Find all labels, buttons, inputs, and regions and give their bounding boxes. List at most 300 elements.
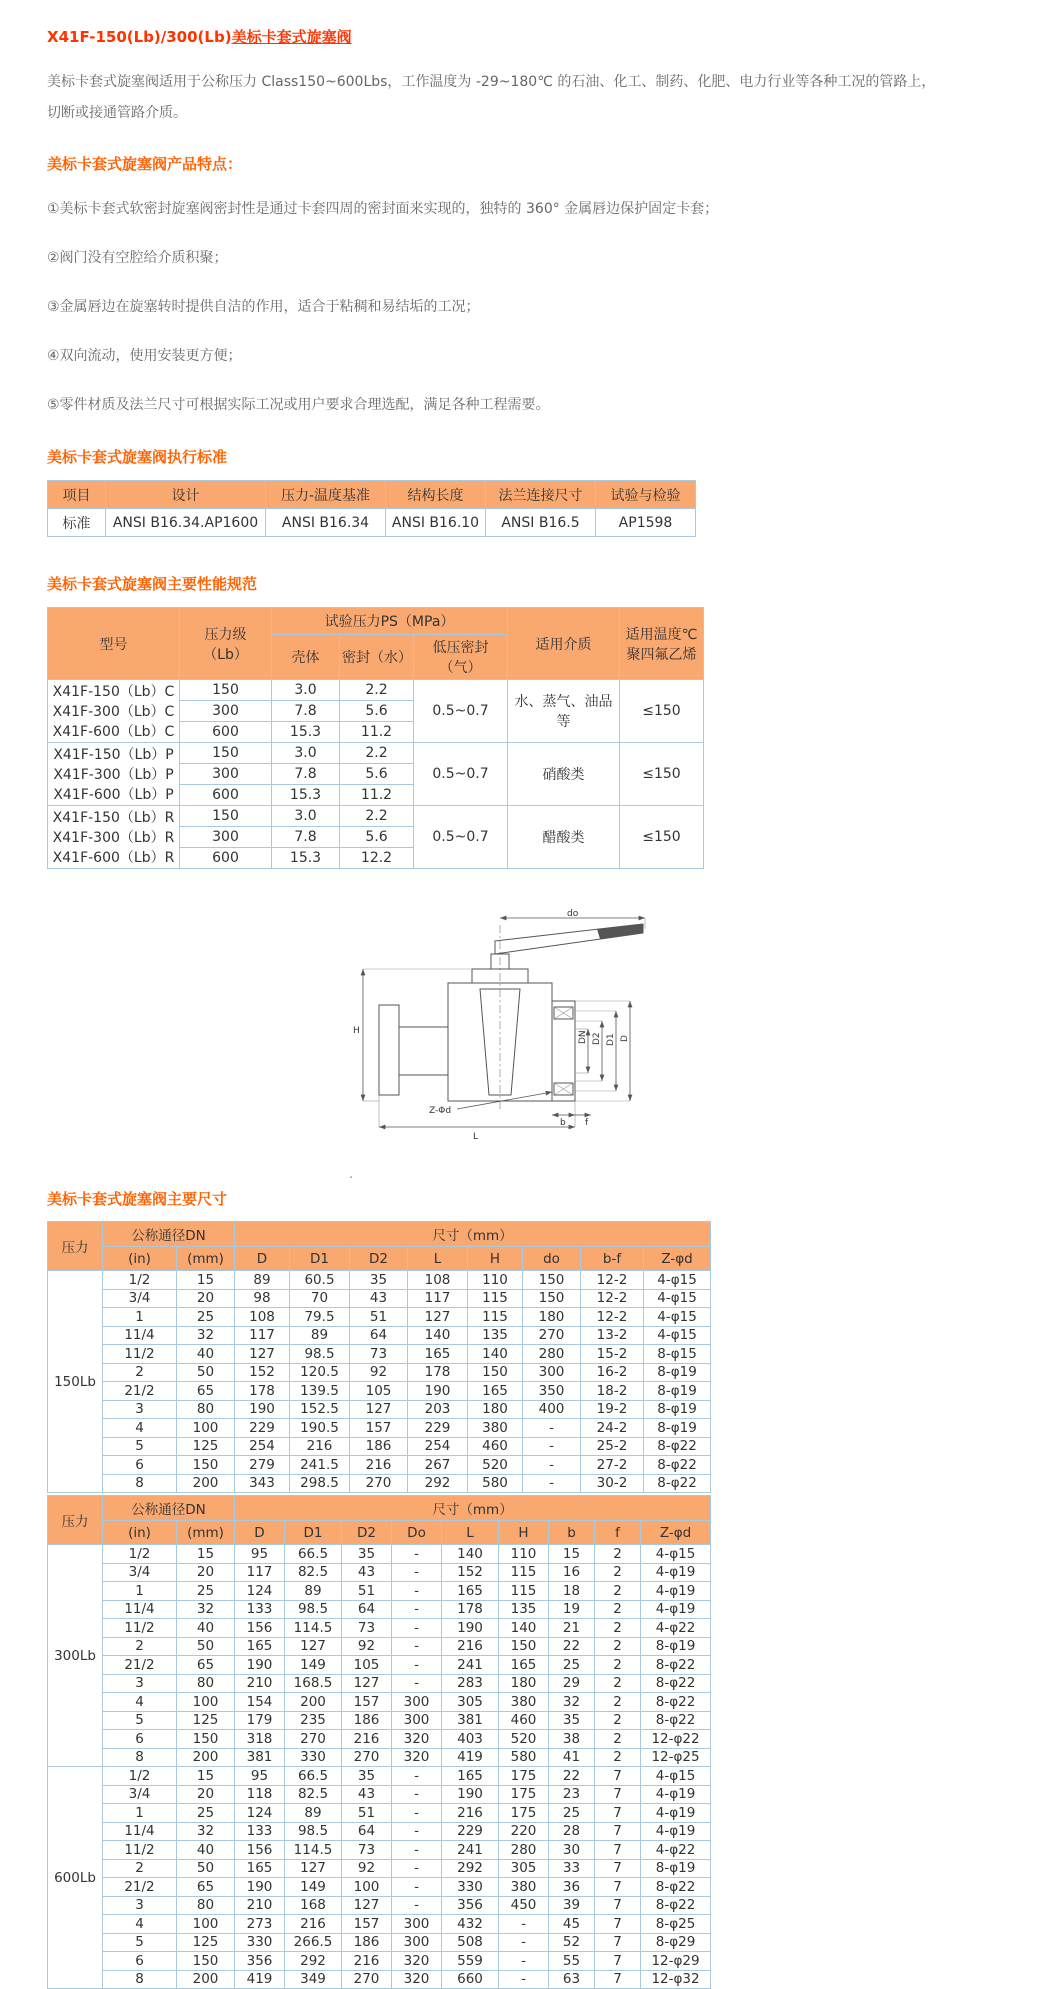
dim-value-cell: 216 <box>290 1437 350 1456</box>
dim-value-cell: 8 <box>103 1970 177 1989</box>
dim-value-cell: 73 <box>342 1841 392 1860</box>
dim-value-cell: 279 <box>235 1456 290 1475</box>
dim-subheader: Z-φd <box>644 1247 711 1271</box>
perf-model-cell: X41F-150（Lb）R X41F-300（Lb）R X41F-600（Lb）R <box>48 806 180 869</box>
dim-value-cell: 22 <box>549 1637 595 1656</box>
dim-value-cell: 8-φ22 <box>644 1474 711 1493</box>
dim-value-cell: 11/2 <box>103 1841 177 1860</box>
dim-value-cell: 8 <box>103 1748 177 1767</box>
dim-value-cell: 210 <box>235 1674 285 1693</box>
table-row <box>48 509 696 537</box>
perf-value-cell: 600 <box>180 848 272 869</box>
dim-value-cell: 33 <box>549 1859 595 1878</box>
perf-value-cell: 7.8 <box>272 764 340 785</box>
dim-value-cell: 89 <box>235 1271 290 1290</box>
dim-value-cell: 267 <box>408 1456 468 1475</box>
dim-value-cell: 8-φ25 <box>641 1915 711 1934</box>
dim-value-cell: 580 <box>468 1474 523 1493</box>
perf-value-cell: 300 <box>180 827 272 848</box>
dim-value-cell: 7 <box>595 1804 641 1823</box>
dim-value-cell: 50 <box>177 1363 235 1382</box>
dim-value-cell: 25 <box>177 1308 235 1327</box>
dim-value-cell: 203 <box>408 1400 468 1419</box>
table-row <box>48 1711 711 1730</box>
dim-value-cell: 139.5 <box>290 1382 350 1401</box>
left-flange <box>379 1005 399 1095</box>
product-link[interactable]: 美标卡套式旋塞阀 <box>231 28 352 46</box>
dim-value-cell: 51 <box>342 1582 392 1601</box>
dim-d1-label: D1 <box>606 1033 616 1046</box>
dim-value-cell: 3/4 <box>103 1785 177 1804</box>
perf-value-cell: 600 <box>180 785 272 806</box>
dim-value-cell: 25 <box>177 1804 235 1823</box>
dim-value-cell: 15 <box>549 1545 595 1564</box>
dim-value-cell: 7 <box>595 1952 641 1971</box>
dim-value-cell: 7 <box>595 1822 641 1841</box>
dim-subheader: D1 <box>285 1521 342 1545</box>
perf-value-cell: 2.2 <box>340 743 414 764</box>
dim-value-cell: 292 <box>408 1474 468 1493</box>
dim-value-cell: 6 <box>103 1456 177 1475</box>
dim-value-cell: 330 <box>442 1878 499 1897</box>
dim-value-cell: 7 <box>595 1878 641 1897</box>
table-row <box>48 1656 711 1675</box>
dim-value-cell: 92 <box>342 1637 392 1656</box>
perf-value-cell: 150 <box>180 743 272 764</box>
dim-value-cell: 19-2 <box>581 1400 644 1419</box>
dim-value-cell: 135 <box>468 1326 523 1345</box>
dim-value-cell: 200 <box>177 1474 235 1493</box>
dim-value-cell: 64 <box>342 1822 392 1841</box>
dim-value-cell: 80 <box>177 1400 235 1419</box>
dim-value-cell: 3 <box>103 1896 177 1915</box>
dim-value-cell: 460 <box>499 1711 549 1730</box>
dim-value-cell: 432 <box>442 1915 499 1934</box>
dim-value-cell: 11/4 <box>103 1326 177 1345</box>
dim-value-cell: 95 <box>235 1767 285 1786</box>
dim-value-cell: 165 <box>442 1767 499 1786</box>
perf-value-cell: 11.2 <box>340 722 414 743</box>
dim-value-cell: 157 <box>342 1693 392 1712</box>
dim-value-cell: 25-2 <box>581 1437 644 1456</box>
dim-value-cell: 300 <box>392 1915 442 1934</box>
dim-value-cell: - <box>392 1674 442 1693</box>
table-row <box>48 1674 711 1693</box>
dim-value-cell: 280 <box>499 1841 549 1860</box>
stray-dot: . <box>349 1167 354 1182</box>
dimensions-table-150lb <box>47 1221 711 1493</box>
dim-value-cell: 400 <box>523 1400 581 1419</box>
standards-header: 项目 <box>48 481 106 509</box>
table-row <box>48 1841 711 1860</box>
dim-dn-label: DN <box>578 1030 588 1044</box>
dim-value-cell: 40 <box>177 1345 235 1364</box>
dim-value-cell: 8-φ22 <box>641 1674 711 1693</box>
dim-value-cell: 156 <box>235 1841 285 1860</box>
dim-value-cell: 140 <box>442 1545 499 1564</box>
dim-value-cell: 98.5 <box>285 1600 342 1619</box>
dim-value-cell: 165 <box>499 1656 549 1675</box>
dim-value-cell: 4-φ15 <box>644 1308 711 1327</box>
perf-value-cell: 3.0 <box>272 806 340 827</box>
dim-value-cell: 235 <box>285 1711 342 1730</box>
dim-value-cell: 40 <box>177 1841 235 1860</box>
dim-value-cell: 25 <box>549 1656 595 1675</box>
dim-value-cell: 117 <box>235 1326 290 1345</box>
dim150-body <box>48 1222 711 1493</box>
perf-value-cell: 2.2 <box>340 806 414 827</box>
dim-value-cell: 150 <box>177 1952 235 1971</box>
dim-value-cell: 8-φ19 <box>644 1382 711 1401</box>
perf-medium-cell: 水、蒸气、油品等 <box>508 680 620 743</box>
dim-value-cell: 2 <box>103 1637 177 1656</box>
dim-value-cell: 35 <box>342 1545 392 1564</box>
dim-value-cell: 27-2 <box>581 1456 644 1475</box>
dim-value-cell: - <box>392 1600 442 1619</box>
perf-value-cell: 5.6 <box>340 827 414 848</box>
dim-value-cell: 175 <box>499 1785 549 1804</box>
dim-value-cell: 21 <box>549 1619 595 1638</box>
dim-value-cell: 65 <box>177 1656 235 1675</box>
table-row <box>48 1952 711 1971</box>
table-row <box>48 1345 711 1364</box>
table-row <box>48 1933 711 1952</box>
dim-value-cell: 2 <box>103 1859 177 1878</box>
dim-value-cell: 125 <box>177 1437 235 1456</box>
dim-value-cell: 229 <box>408 1419 468 1438</box>
perf-header-testgroup: 试验压力PS（MPa） <box>272 608 508 635</box>
dim-value-cell: 356 <box>442 1896 499 1915</box>
dim-value-cell: 127 <box>350 1400 408 1419</box>
table-row <box>48 1878 711 1897</box>
dim-value-cell: 28 <box>549 1822 595 1841</box>
dim-value-cell: 29 <box>549 1674 595 1693</box>
dim-value-cell: 25 <box>549 1804 595 1823</box>
dim-value-cell: 24-2 <box>581 1419 644 1438</box>
dim-subheader: (in) <box>103 1521 177 1545</box>
dim-value-cell: 190 <box>408 1382 468 1401</box>
dim-value-cell: 12-φ32 <box>641 1970 711 1989</box>
dim-value-cell: 6 <box>103 1952 177 1971</box>
dim-value-cell: 66.5 <box>285 1767 342 1786</box>
dim-value-cell: 98.5 <box>285 1822 342 1841</box>
dim-value-cell: 156 <box>235 1619 285 1638</box>
dim-value-cell: 82.5 <box>285 1785 342 1804</box>
dim-value-cell: 127 <box>235 1345 290 1364</box>
dim-value-cell: 4-φ19 <box>641 1822 711 1841</box>
dim-value-cell: 100 <box>177 1915 235 1934</box>
dim-value-cell: 283 <box>442 1674 499 1693</box>
dim-value-cell: 154 <box>235 1693 285 1712</box>
perf-temp-cell: ≤150 <box>620 680 704 743</box>
dim-value-cell: 266.5 <box>285 1933 342 1952</box>
dimension-tables <box>47 1221 1007 1989</box>
table-row <box>48 1859 711 1878</box>
performance-heading: 美标卡套式旋塞阀主要性能规范 <box>47 575 258 593</box>
dim-value-cell: 149 <box>285 1656 342 1675</box>
dim-value-cell: 64 <box>342 1600 392 1619</box>
standards-table <box>47 480 696 537</box>
table-row <box>48 1730 711 1749</box>
dim-value-cell: 241 <box>442 1656 499 1675</box>
dim-value-cell: - <box>392 1785 442 1804</box>
perf-value-cell: 2.2 <box>340 680 414 701</box>
dim-value-cell: 270 <box>342 1748 392 1767</box>
dim-value-cell: 135 <box>499 1600 549 1619</box>
dim-value-cell: 1/2 <box>103 1767 177 1786</box>
dim-value-cell: 186 <box>350 1437 408 1456</box>
dim-value-cell: - <box>499 1915 549 1934</box>
dim-value-cell: 115 <box>468 1308 523 1327</box>
dim-value-cell: 8-φ19 <box>641 1859 711 1878</box>
dim-value-cell: 80 <box>177 1896 235 1915</box>
dim-value-cell: 305 <box>499 1859 549 1878</box>
perf-value-cell: 150 <box>180 680 272 701</box>
dim-value-cell: 5 <box>103 1437 177 1456</box>
dim-value-cell: 114.5 <box>285 1619 342 1638</box>
dim-value-cell: 216 <box>350 1456 408 1475</box>
dim-value-cell: 660 <box>442 1970 499 1989</box>
dim-value-cell: 180 <box>499 1674 549 1693</box>
dim-value-cell: 216 <box>342 1730 392 1749</box>
dim-value-cell: 273 <box>235 1915 285 1934</box>
feature-item: ④双向流动，使用安装更方便； <box>47 348 242 364</box>
dim-value-cell: 8-φ22 <box>641 1878 711 1897</box>
perf-model-cell: X41F-150（Lb）C X41F-300（Lb）C X41F-600（Lb）C <box>48 680 180 743</box>
dim-value-cell: 1 <box>103 1582 177 1601</box>
dim-value-cell: - <box>392 1859 442 1878</box>
dim-value-cell: 200 <box>285 1693 342 1712</box>
dim-value-cell: 50 <box>177 1637 235 1656</box>
perf-header-model: 型号 <box>48 608 180 680</box>
dim-value-cell: 89 <box>285 1582 342 1601</box>
dim-value-cell: 343 <box>235 1474 290 1493</box>
dim-value-cell: 16 <box>549 1563 595 1582</box>
dim-value-cell: 320 <box>392 1970 442 1989</box>
table-row <box>48 1693 711 1712</box>
page-title <box>47 26 1007 47</box>
dim-value-cell: 4-φ19 <box>641 1600 711 1619</box>
dim-value-cell: 190 <box>235 1400 290 1419</box>
table-row <box>48 1289 711 1308</box>
dim-value-cell: 20 <box>177 1563 235 1582</box>
perf-value-cell: 300 <box>180 764 272 785</box>
dim-value-cell: 190 <box>235 1656 285 1675</box>
dim-value-cell: 12-2 <box>581 1289 644 1308</box>
table-row <box>48 1222 711 1247</box>
perf-value-cell: 3.0 <box>272 680 340 701</box>
dim-value-cell: 2 <box>595 1693 641 1712</box>
table-row <box>48 1804 711 1823</box>
dim-value-cell: 4 <box>103 1419 177 1438</box>
dim-value-cell: 11/4 <box>103 1600 177 1619</box>
dim-header-dn: 公称通径DN <box>103 1496 235 1521</box>
dim-value-cell: 98 <box>235 1289 290 1308</box>
dim-value-cell: 520 <box>468 1456 523 1475</box>
table-row <box>48 1785 711 1804</box>
dim-value-cell: 133 <box>235 1822 285 1841</box>
dim-value-cell: 8-φ22 <box>644 1437 711 1456</box>
dim-header-pressure: 压力 <box>48 1222 103 1271</box>
dim-value-cell: 1/2 <box>103 1545 177 1564</box>
dim-value-cell: 19 <box>549 1600 595 1619</box>
dim-value-cell: 105 <box>350 1382 408 1401</box>
dim-value-cell: 320 <box>392 1730 442 1749</box>
dim-value-cell: 2 <box>595 1619 641 1638</box>
dim-value-cell: 300 <box>392 1693 442 1712</box>
feature-item: ①美标卡套式软密封旋塞阀密封性是通过卡套四周的密封面来实现的，独特的 360° 金属唇边保护固定卡套； <box>47 201 719 217</box>
dim-value-cell: 73 <box>342 1619 392 1638</box>
dim-value-cell: 350 <box>523 1382 581 1401</box>
dim-value-cell: 4 <box>103 1915 177 1934</box>
table-row <box>48 1382 711 1401</box>
dim-value-cell: 7 <box>595 1785 641 1804</box>
dim-do-label: do <box>567 909 579 919</box>
perf-lowseal-cell: 0.5~0.7 <box>414 743 508 806</box>
dim-value-cell: 330 <box>285 1748 342 1767</box>
dim-value-cell: 7 <box>595 1915 641 1934</box>
standards-header: 试验与检验 <box>596 481 696 509</box>
perf-value-cell: 300 <box>180 701 272 722</box>
dim-value-cell: 200 <box>177 1748 235 1767</box>
dim-value-cell: 403 <box>442 1730 499 1749</box>
standards-value: ANSI B16.34.AP1600 <box>106 509 266 537</box>
dim-value-cell: 292 <box>285 1952 342 1971</box>
dim-value-cell: 4-φ19 <box>641 1582 711 1601</box>
dim-value-cell: 95 <box>235 1545 285 1564</box>
dim-value-cell: 165 <box>235 1859 285 1878</box>
dim-subheader: b-f <box>581 1247 644 1271</box>
pressure-class-cell: 150Lb <box>48 1271 103 1493</box>
perf-value-cell: 12.2 <box>340 848 414 869</box>
dim-value-cell: 4-φ19 <box>641 1804 711 1823</box>
dim-value-cell: 20 <box>177 1289 235 1308</box>
dim-value-cell: 349 <box>285 1970 342 1989</box>
dim-value-cell: 580 <box>499 1748 549 1767</box>
dim-value-cell: 124 <box>235 1804 285 1823</box>
dim-value-cell: 165 <box>235 1637 285 1656</box>
dim-value-cell: 150 <box>523 1289 581 1308</box>
dim-value-cell: 210 <box>235 1896 285 1915</box>
dim-value-cell: 4-φ19 <box>641 1785 711 1804</box>
dim-value-cell: 8-φ22 <box>641 1711 711 1730</box>
dim-value-cell: 8-φ29 <box>641 1933 711 1952</box>
dim-value-cell: 108 <box>408 1271 468 1290</box>
dim-subheader: Do <box>392 1521 442 1545</box>
dim-value-cell: 12-φ22 <box>641 1730 711 1749</box>
right-flange <box>552 1001 575 1101</box>
dim-subheader: D2 <box>350 1247 408 1271</box>
table-row <box>48 1419 711 1438</box>
dim-subheader: Z-φd <box>641 1521 711 1545</box>
table-row <box>48 680 704 701</box>
dim-value-cell: 98.5 <box>290 1345 350 1364</box>
dim-value-cell: 25 <box>177 1582 235 1601</box>
dim-value-cell: 6 <box>103 1730 177 1749</box>
perf-header-seal-water: 密封（水） <box>340 635 414 680</box>
dim-value-cell: 18-2 <box>581 1382 644 1401</box>
table-row <box>48 806 704 827</box>
dim-value-cell: - <box>499 1952 549 1971</box>
dim-value-cell: 7 <box>595 1859 641 1878</box>
dim-value-cell: 12-2 <box>581 1271 644 1290</box>
table-row <box>48 1308 711 1327</box>
pressure-class-cell: 600Lb <box>48 1767 103 1989</box>
perf-header-pressure: 压力级 （Lb） <box>180 608 272 680</box>
dim-value-cell: 36 <box>549 1878 595 1897</box>
dim-value-cell: 20 <box>177 1785 235 1804</box>
dim-value-cell: 4 <box>103 1693 177 1712</box>
perf-value-cell: 7.8 <box>272 701 340 722</box>
dim-value-cell: 7 <box>595 1767 641 1786</box>
dim-value-cell: 11/2 <box>103 1619 177 1638</box>
dim-value-cell: 117 <box>408 1289 468 1308</box>
dim-value-cell: 89 <box>290 1326 350 1345</box>
dim-value-cell: - <box>523 1419 581 1438</box>
table-row <box>48 1915 711 1934</box>
dim-value-cell: 300 <box>392 1933 442 1952</box>
dim-value-cell: 21/2 <box>103 1878 177 1897</box>
dim-value-cell: 229 <box>442 1822 499 1841</box>
dim-value-cell: 70 <box>290 1289 350 1308</box>
dim-value-cell: 32 <box>177 1600 235 1619</box>
table-row <box>48 1271 711 1290</box>
dim-value-cell: 229 <box>235 1419 290 1438</box>
dim-value-cell: 292 <box>442 1859 499 1878</box>
table-row <box>48 1970 711 1989</box>
perf-temp-cell: ≤150 <box>620 806 704 869</box>
dim-value-cell: 65 <box>177 1382 235 1401</box>
dim-value-cell: 2 <box>595 1730 641 1749</box>
dim-d2-label: D2 <box>592 1032 602 1045</box>
dim-value-cell: 150 <box>523 1271 581 1290</box>
dim-value-cell: - <box>499 1970 549 1989</box>
dim-value-cell: 4-φ22 <box>641 1619 711 1638</box>
dim-value-cell: 168.5 <box>285 1674 342 1693</box>
dim-l-label: L <box>473 1132 479 1142</box>
standards-header: 法兰连接尺寸 <box>486 481 596 509</box>
dim-value-cell: 16-2 <box>581 1363 644 1382</box>
dim-value-cell: - <box>392 1563 442 1582</box>
dim-value-cell: 45 <box>549 1915 595 1934</box>
dim-value-cell: 149 <box>285 1878 342 1897</box>
standards-header: 压力-温度基准 <box>266 481 386 509</box>
dim-value-cell: 11/4 <box>103 1822 177 1841</box>
dim-subheader: L <box>442 1521 499 1545</box>
standards-value: 标准 <box>48 509 106 537</box>
dim-value-cell: 118 <box>235 1785 285 1804</box>
perf-value-cell: 11.2 <box>340 785 414 806</box>
table-row <box>48 1400 711 1419</box>
dim-value-cell: 110 <box>499 1545 549 1564</box>
dim-value-cell: - <box>499 1933 549 1952</box>
dim-value-cell: 270 <box>350 1474 408 1493</box>
dim-value-cell: 150 <box>177 1456 235 1475</box>
dim-value-cell: 30-2 <box>581 1474 644 1493</box>
dim-value-cell: 270 <box>342 1970 392 1989</box>
table-row <box>48 1767 711 1786</box>
dim-value-cell: 127 <box>408 1308 468 1327</box>
dim-value-cell: 2 <box>595 1674 641 1693</box>
perf-value-cell: 15.3 <box>272 848 340 869</box>
dim-subheader: D <box>235 1521 285 1545</box>
table-row <box>48 1637 711 1656</box>
dim-header-size: 尺寸（mm） <box>235 1222 711 1247</box>
dim-value-cell: 35 <box>549 1711 595 1730</box>
dim-value-cell: 125 <box>177 1933 235 1952</box>
dim-value-cell: 127 <box>285 1859 342 1878</box>
dim-value-cell: 100 <box>342 1878 392 1897</box>
